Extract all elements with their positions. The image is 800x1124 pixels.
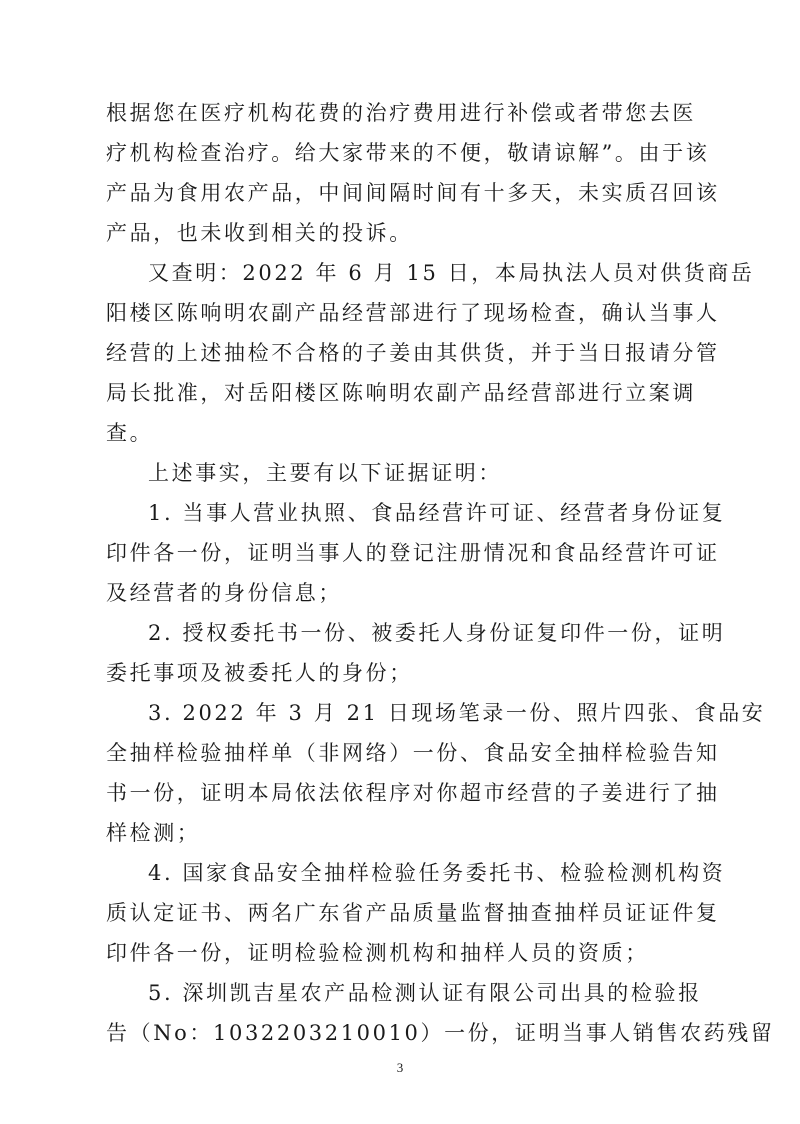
page-number: 3	[396, 1060, 404, 1075]
text-line: 上述事实，主要有以下证据证明：	[148, 461, 502, 485]
text-line: 书一份，证明本局依法依程序对你超市经营的子姜进行了抽	[106, 781, 720, 805]
text-line: 1. 当事人营业执照、食品经营许可证、经营者身份证复	[148, 501, 726, 525]
text-line: 经营的上述抽检不合格的子姜由其供货，并于当日报请分管	[106, 341, 720, 365]
text-line: 阳楼区陈响明农副产品经营部进行了现场检查，确认当事人	[106, 301, 720, 325]
text-line: 全抽样检验抽样单（非网络）一份、食品安全抽样检验告知	[106, 741, 720, 765]
text-line: 又查明：2022 年 6 月 15 日，本局执法人员对供货商岳	[148, 261, 755, 285]
text-line: 3. 2022 年 3 月 21 日现场笔录一份、照片四张、食品安	[148, 701, 766, 725]
text-line: 5. 深圳凯吉星农产品检测认证有限公司出具的检验报	[148, 981, 702, 1005]
text-line: 疗机构检查治疗。给大家带来的不便，敬请谅解”。由于该	[106, 141, 710, 165]
text-line: 样检测；	[106, 821, 201, 845]
text-line: 根据您在医疗机构花费的治疗费用进行补偿或者带您去医	[106, 101, 696, 125]
text-line: 及经营者的身份信息；	[106, 581, 342, 605]
text-line: 2. 授权委托书一份、被委托人身份证复印件一份，证明	[148, 621, 726, 645]
text-line: 质认定证书、两名广东省产品质量监督抽查抽样员证证件复	[106, 901, 720, 925]
text-line: 查。	[106, 421, 154, 445]
text-line: 产品为食用农产品，中间间隔时间有十多天，未实质召回该	[106, 181, 720, 205]
text-line: 告（No：1032203210010）一份，证明当事人销售农药残留	[106, 1021, 775, 1045]
text-line: 印件各一份，证明当事人的登记注册情况和食品经营许可证	[106, 541, 720, 565]
text-line: 局长批准，对岳阳楼区陈响明农副产品经营部进行立案调	[106, 381, 696, 405]
text-line: 产品，也未收到相关的投诉。	[106, 221, 413, 245]
text-line: 印件各一份，证明检验检测机构和抽样人员的资质；	[106, 941, 649, 965]
text-line: 委托事项及被委托人的身份；	[106, 661, 413, 685]
text-line: 4. 国家食品安全抽样检验任务委托书、检验检测机构资	[148, 861, 726, 885]
